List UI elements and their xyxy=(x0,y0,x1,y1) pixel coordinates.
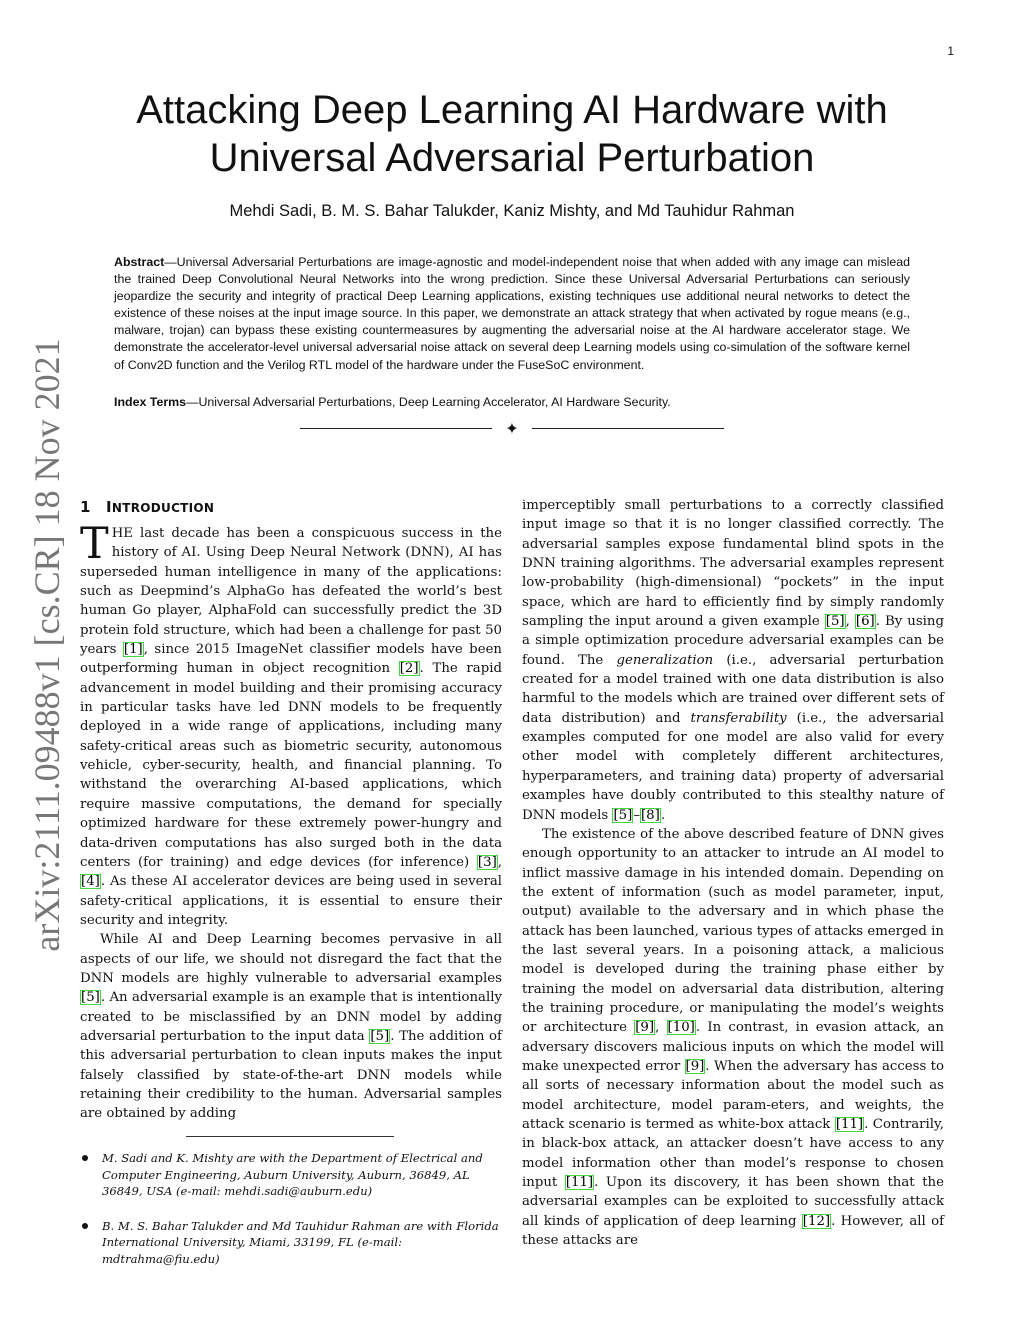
paper-title xyxy=(100,86,924,182)
paragraph-text: , since 2015 ImageNet classifier models have been outperforming human in object recognition xyxy=(80,642,502,677)
intro-paragraph-2 xyxy=(80,930,502,1123)
title-line-2: Universal Adversarial Perturbation xyxy=(209,136,815,180)
footnote-text: B. M. S. Bahar Talukder and Md Tauhidur Rahman are with Florida International University, Miami, 33199, FL (e-mail: mdtrahma@fiu.edu) xyxy=(102,1218,499,1266)
paragraph-text: . As these AI accelerator devices are being used in several safety-critical applications, it is essential to ensure their security and integrity. xyxy=(80,874,502,928)
left-column xyxy=(80,496,502,1124)
arxiv-identifier-stamp xyxy=(24,338,70,952)
emphasis-transferability: transferability xyxy=(690,710,787,726)
paragraph-text: , xyxy=(655,1020,667,1036)
section-number: 1 xyxy=(80,498,91,516)
citation-link[interactable]: [8] xyxy=(640,807,660,823)
paragraph-text: . The addition of this adversarial perturbation to clean inputs makes the input falsely classified by state-of-the-art DNN models while retaining their credibility to the human. Adversarial samples are obtained by adding xyxy=(80,1028,502,1122)
paragraph-text: . By using a simple optimization procedure adversarial examples can be found. The xyxy=(522,614,944,668)
citation-link[interactable]: [3] xyxy=(477,854,497,870)
footnote-rule xyxy=(186,1136,394,1137)
paragraph-text: (i.e., the adversarial examples computed for one model are also valid for every other model with completely different architectures, hyperparameters, and training data) property of adversarial examples have doubly contributed to this stealthy nature of DNN models xyxy=(522,710,944,823)
footnote-item xyxy=(80,1218,502,1268)
intro-paragraph-1 xyxy=(80,519,502,930)
paragraph-text: , xyxy=(497,854,502,870)
bullet-icon xyxy=(82,1223,88,1229)
section-title-rest: NTRODUCTION xyxy=(111,501,215,515)
page-number: 1 xyxy=(947,44,954,58)
citation-link[interactable]: [5] xyxy=(825,614,845,630)
paragraph-text: The existence of the above described feature of DNN gives enough opportunity to an attacker to intrude an AI model to inflict massive damage in his intended domain. Depending on the extent of information (such as model parameter, input, output) available to the adversary and in which phase the attack has been launched, various types of attacks emerged in the last several years. In a poisoning attack, a malicious model is developed during the training phase either by training the model on adversarial data distribution, altering the training procedure, or manipulating the model’s weights or architecture xyxy=(522,826,944,1036)
citation-link[interactable]: [11] xyxy=(835,1117,864,1132)
section-divider xyxy=(300,420,724,438)
paragraph-text: . Contrarily, in black-box attack, an attacker doesn’t have access to any model information other than model’s response to chosen input xyxy=(522,1117,944,1191)
author-list: Mehdi Sadi, B. M. S. Bahar Talukder, Kaniz Mishty, and Md Tauhidur Rahman xyxy=(229,202,795,220)
paragraph-text: imperceptibly small perturbations to a correctly classified input image so that it is no longer classified correctly. The adversarial samples expose fundamental blind spots in the DNN training algorithms. The adversarial examples represent low-probability (high-dimensional) “pockets” in the input space, which are hard to efficiently find by simply randomly sampling the input around a given example xyxy=(522,498,944,630)
right-column xyxy=(522,496,944,1250)
bullet-icon xyxy=(82,1155,88,1161)
paragraph-text: . xyxy=(660,807,666,823)
citation-link[interactable]: [2] xyxy=(399,661,419,677)
divider-line-left xyxy=(300,428,492,429)
paragraph-text: . In contrast, in evasion attack, an adversary discovers malicious inputs on which the model will make unexpected error xyxy=(522,1020,944,1074)
section-title-initial: I xyxy=(106,498,112,516)
small-caps-word: HE xyxy=(111,526,133,541)
abstract-label: Abstract xyxy=(114,255,165,269)
paragraph-text: – xyxy=(633,807,640,823)
divider-line-right xyxy=(532,428,724,429)
citation-link[interactable]: [1] xyxy=(123,642,143,658)
paragraph-text: . An adversarial example is an example that is intentionally created to be misclassified by an DNN model by adding adversarial perturbation to the input data xyxy=(80,990,502,1044)
citation-link[interactable]: [12] xyxy=(802,1213,831,1229)
drop-cap-letter: T xyxy=(80,519,109,569)
abstract-text: —Universal Adversarial Perturbations are image-agnostic and model-independent noise that when added with any image can mislead the trained Deep Convolutional Neural Networks into the wrong prediction. Since these Universal Adversarial Perturbations can seriously jeopardize the security and integrity of practical Deep Learning applications, existing techniques use additional neural networks to detect the existence of these noises at the input image source. In this paper, we demonstrate an attack strategy that when activated by rogue means (e.g., malware, trojan) can bypass these existing countermeasures by augmenting the adversarial noise at the AI hardware accelerator stage. We demonstrate the accelerator-level universal adversarial noise attack on several deep Learning models using co-simulation of the software kernel of Conv2D function and the Verilog RTL model of the hardware under the FuseSoC environment. xyxy=(114,255,910,372)
paragraph-text: (i.e., adversarial perturbation created for a model trained with one data distribution is also harmful to the models which are trained over different sets of data distribution) and xyxy=(522,652,944,726)
citation-link[interactable]: [11] xyxy=(565,1175,594,1191)
footnote-item xyxy=(80,1150,502,1200)
citation-link[interactable]: [4] xyxy=(81,874,100,890)
index-terms-label: Index Terms xyxy=(114,395,187,409)
citation-link[interactable]: [9] xyxy=(685,1058,705,1074)
section-heading-introduction xyxy=(80,498,502,517)
footnotes xyxy=(80,1150,502,1286)
paragraph-text: last decade has been a conspicuous success in the history of AI. Using Deep Neural Network (DNN), AI has superseded human intelligence in many of the applications: such as Deepmind’s AlphaGo has defeated the world’s best human Go player, AlphaFold can successfully predict the 3D protein fold structure, which had been a challenge for past 50 years xyxy=(80,526,502,658)
citation-link[interactable]: [5] xyxy=(370,1028,390,1044)
citation-link[interactable]: [10] xyxy=(667,1020,695,1036)
index-terms-text: —Universal Adversarial Perturbations, Deep Learning Accelerator, AI Hardware Security. xyxy=(186,395,671,409)
paragraph-text: . When the adversary has access to all sorts of necessary information about the model such as model architecture, model param-eters, and weights, the attack scenario is termed as white-box attack xyxy=(522,1058,944,1132)
index-terms xyxy=(114,394,910,411)
paragraph-text: , xyxy=(845,614,855,630)
citation-link[interactable]: [6] xyxy=(855,614,875,630)
paragraph-text: While AI and Deep Learning becomes pervasive in all aspects of our life, we should not disregard the fact that the DNN models are highly vulnerable to adversarial examples xyxy=(80,932,502,986)
citation-link[interactable]: [5] xyxy=(81,990,100,1006)
footnote-text: M. Sadi and K. Mishty are with the Department of Electrical and Computer Engineering, Auburn University, Auburn, 36849, AL 36849, USA (e-mail: mehdi.sadi@auburn.edu) xyxy=(102,1151,483,1199)
intro-paragraph-4 xyxy=(522,825,944,1251)
divider-star-icon: ✦ xyxy=(505,419,519,438)
intro-paragraph-3 xyxy=(522,496,944,825)
title-line-1: Attacking Deep Learning AI Hardware with xyxy=(136,88,888,132)
citation-link[interactable]: [5] xyxy=(613,807,633,823)
paragraph-text: . However, all of these attacks are xyxy=(522,1213,944,1249)
emphasis-generalization: generalization xyxy=(616,652,714,668)
citation-link[interactable]: [9] xyxy=(635,1020,655,1036)
abstract xyxy=(114,254,910,374)
arxiv-identifier-text: arXiv:2111.09488v1 [cs.CR] 18 Nov 2021 xyxy=(27,338,67,952)
paragraph-text: . Upon its discovery, it has been shown that the adversarial examples can be exploited to successfully attack all kinds of application of deep learning xyxy=(522,1175,944,1229)
paragraph-text: . The rapid advancement in model building and their promising accuracy in particular tasks have led DNN models to be frequently deployed in a wide range of applications, including many safety-critical areas such as biometric security, autonomous vehicle, cyber-security, health, and financial planning. To withstand the overarching AI-based applications, which require massive computations, the demand for specially optimized hardware for these extremely power-hungry and data-driven computations has also surged both in the data centers (for training) and edge devices (for inference) xyxy=(80,661,502,870)
